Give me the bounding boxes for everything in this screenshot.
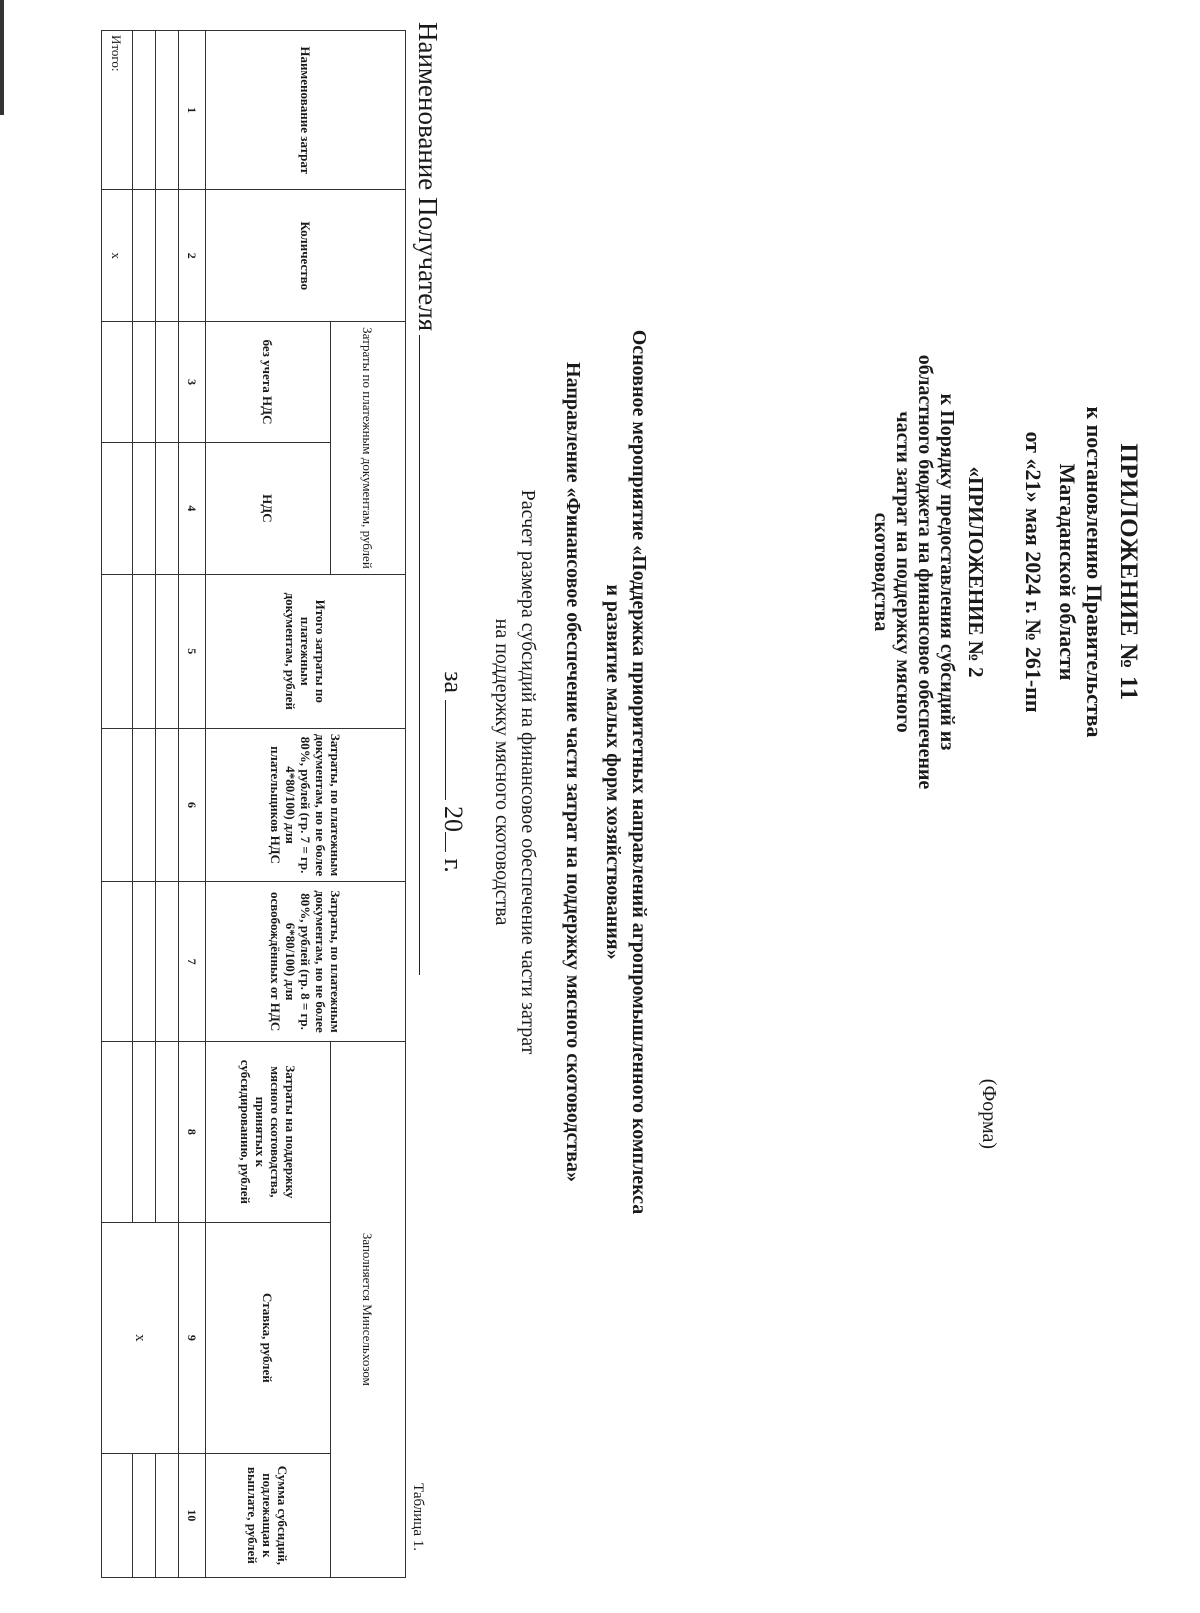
table-cell[interactable]	[133, 31, 156, 190]
order-line-3: части затрат на поддержку мясного	[892, 411, 914, 733]
column-number: 6	[179, 728, 206, 882]
table-cell[interactable]	[156, 31, 179, 190]
table-cell[interactable]	[156, 322, 179, 443]
rate-mark-cell: x	[102, 1223, 179, 1454]
total-cell[interactable]	[102, 442, 133, 574]
calculation-line-1: Расчет размера субсидий на финансовое обеспечение части затрат	[517, 489, 539, 1055]
period-year: 20	[439, 806, 468, 833]
resolution-line-1: к постановлению Правительства	[1082, 406, 1107, 738]
table-cell[interactable]	[133, 1453, 156, 1577]
main-measure-line-2: и развитие малых форм хозяйствования»	[602, 584, 624, 960]
column-number: 5	[179, 574, 206, 728]
table-row	[156, 31, 179, 1578]
table-cell[interactable]	[133, 442, 156, 574]
total-cell[interactable]	[102, 1041, 133, 1222]
order-reference	[870, 262, 958, 882]
recipient-field	[412, 22, 444, 975]
total-cell[interactable]	[102, 574, 133, 728]
total-cell[interactable]	[102, 728, 133, 882]
table-caption: Таблица 1.	[410, 1483, 426, 1551]
recipient-blank[interactable]	[419, 335, 444, 975]
column-number: 8	[179, 1041, 206, 1222]
subsidy-table	[101, 30, 406, 1578]
order-line-2: областного бюджета на финансовое обеспечение	[914, 354, 936, 790]
header-cost-name: Наименование затрат	[206, 31, 406, 190]
period-blank[interactable]	[445, 700, 468, 800]
period-prefix: за	[439, 671, 468, 694]
total-label: Итого:	[102, 31, 133, 190]
header-without-vat: без учета НДС	[206, 322, 331, 443]
direction-title: Направление «Финансовое обеспечение части затрат на поддержку мясного скотоводства»	[562, 362, 584, 1182]
period-year-blank[interactable]	[445, 832, 468, 852]
recipient-label: Наименование Получателя	[413, 22, 443, 332]
main-measure	[600, 122, 652, 1422]
table-cell[interactable]	[133, 574, 156, 728]
table-cell[interactable]	[133, 190, 156, 322]
form-page	[109, 22, 1184, 1587]
table-cell[interactable]	[156, 442, 179, 574]
table-cell[interactable]	[156, 1453, 179, 1577]
scan-edge-mark	[0, 0, 4, 115]
header-costs-vat-exempt: Затраты, по платежным документам, но не более 80%, рублей (гр. 8 = гр. 6*80/100) для освобождённых от НДС	[206, 882, 406, 1041]
table-cell[interactable]	[156, 190, 179, 322]
total-cell[interactable]	[102, 1453, 133, 1577]
table-cell[interactable]	[156, 728, 179, 882]
table-cell[interactable]	[133, 882, 156, 1041]
table-cell[interactable]	[133, 322, 156, 443]
column-number: 7	[179, 882, 206, 1041]
table-cell[interactable]	[133, 1041, 156, 1222]
table-cell[interactable]	[156, 1041, 179, 1222]
table-cell[interactable]	[133, 728, 156, 882]
header-subsidy-amount: Сумма субсидий, подлежащая к выплате, рублей	[206, 1453, 331, 1577]
total-quantity: x	[102, 190, 133, 322]
header-payment-group: Затраты по платежным документам, рублей	[331, 322, 406, 575]
calculation-title	[489, 322, 541, 1222]
order-line-4: скотоводства	[870, 512, 892, 632]
column-number: 10	[179, 1453, 206, 1577]
header-costs-vat-payers: Затраты, по платежным документам, но не более 80%, рублей (гр. 7 = гр. 4*80/100) для плательщиков НДС	[206, 728, 406, 882]
header-total-costs: Итого затраты по платежным документам, рублей	[206, 574, 406, 728]
column-number-row	[179, 31, 206, 1578]
resolution-line-2: Магаданской области	[1055, 463, 1080, 681]
period-suffix: г.	[439, 858, 468, 873]
column-number: 9	[179, 1223, 206, 1454]
table-cell[interactable]	[156, 574, 179, 728]
column-number: 2	[179, 190, 206, 322]
header-quantity: Количество	[206, 190, 406, 322]
calculation-line-2: на поддержку мясного скотоводства	[491, 618, 513, 926]
header-vat: НДС	[206, 442, 331, 574]
header-rate: Ставка, рублей	[206, 1223, 331, 1454]
table-header-row-1	[331, 31, 406, 1578]
column-number: 3	[179, 322, 206, 443]
header-accepted-costs: Затраты на поддержку мясного скотоводства, принятых к субсидированию, рублей	[206, 1041, 331, 1222]
column-number: 1	[179, 31, 206, 190]
header-ministry-group: Заполняется Минсельхозом	[331, 1041, 406, 1577]
appendix-title: ПРИЛОЖЕНИЕ № 11	[1115, 443, 1142, 701]
table-cell[interactable]	[156, 882, 179, 1041]
order-line-1: к Порядку предоставления субсидий из	[936, 393, 958, 751]
resolution-date: от «21» мая 2024 г. № 261-пп	[1021, 431, 1046, 713]
form-label: (Форма)	[978, 1078, 1000, 1149]
main-measure-line-1: Основное мероприятие «Поддержка приоритетных направлений агропромышленного комплекса	[628, 329, 650, 1215]
column-number: 4	[179, 442, 206, 574]
total-cell[interactable]	[102, 882, 133, 1041]
resolution-reference	[1054, 272, 1108, 872]
appendix-2-title: «ПРИЛОЖЕНИЕ № 2	[964, 466, 988, 678]
total-cell[interactable]	[102, 322, 133, 443]
